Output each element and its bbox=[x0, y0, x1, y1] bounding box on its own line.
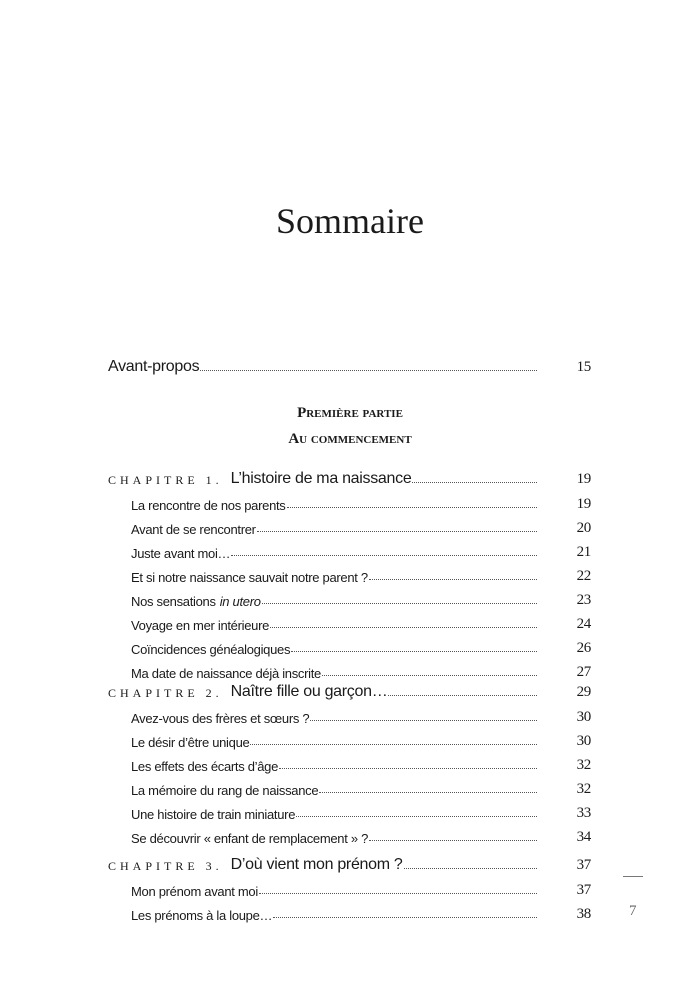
toc-section[interactable] bbox=[131, 704, 591, 726]
section-label: Une histoire de train miniature bbox=[131, 806, 296, 822]
chapter-title: L’histoire de ma naissance bbox=[230, 470, 412, 487]
section-label: Avez-vous des frères et sœurs ? bbox=[131, 710, 310, 726]
dot-leader bbox=[388, 694, 537, 696]
toc-section[interactable] bbox=[131, 877, 591, 899]
dot-leader bbox=[322, 674, 537, 676]
dot-leader bbox=[259, 892, 537, 894]
chapter-title: D’où vient mon prénom ? bbox=[230, 856, 403, 873]
entry-page: 38 bbox=[576, 905, 591, 922]
dot-leader bbox=[231, 554, 537, 556]
toc-section[interactable] bbox=[131, 659, 591, 681]
entry-page: 29 bbox=[576, 684, 591, 700]
entry-page: 24 bbox=[576, 615, 591, 632]
dot-leader bbox=[319, 791, 537, 793]
section-label-italic: in utero bbox=[219, 593, 261, 609]
dot-leader bbox=[369, 839, 537, 841]
entry-page: 34 bbox=[576, 828, 591, 845]
entry-page: 21 bbox=[576, 543, 591, 560]
dot-leader bbox=[404, 867, 537, 869]
section-label: Juste avant moi… bbox=[131, 545, 231, 561]
toc-section[interactable] bbox=[131, 515, 591, 537]
folio-rule bbox=[623, 876, 643, 877]
dot-leader bbox=[369, 578, 537, 580]
part-number: Première partie bbox=[297, 405, 403, 421]
dot-leader bbox=[310, 719, 537, 721]
entry-page: 23 bbox=[576, 591, 591, 608]
dot-leader bbox=[296, 815, 537, 817]
toc-section[interactable] bbox=[131, 824, 591, 846]
section-label: Les effets des écarts d’âge bbox=[131, 758, 279, 774]
toc-section[interactable] bbox=[131, 491, 591, 513]
section-label: Se découvrir « enfant de remplacement » ? bbox=[131, 830, 369, 846]
toc-chapter[interactable] bbox=[108, 852, 591, 874]
chapter-prefix: CHAPITRE 2. bbox=[108, 686, 223, 700]
section-label: Ma date de naissance déjà inscrite bbox=[131, 665, 321, 681]
entry-page: 37 bbox=[576, 881, 591, 898]
entry-page: 20 bbox=[576, 519, 591, 536]
chapter-title: Naître fille ou garçon… bbox=[230, 683, 388, 700]
entry-page: 19 bbox=[576, 471, 591, 487]
section-label: Et si notre naissance sauvait notre parent ? bbox=[131, 569, 368, 585]
section-label: La rencontre de nos parents bbox=[131, 497, 286, 513]
dot-leader bbox=[200, 369, 537, 371]
section-label: Coïncidences généalogiques bbox=[131, 641, 291, 657]
dot-leader bbox=[257, 530, 537, 532]
toc-section[interactable] bbox=[131, 776, 591, 798]
section-label: Les prénoms à la loupe… bbox=[131, 907, 273, 923]
toc-section[interactable] bbox=[131, 752, 591, 774]
entry-page: 32 bbox=[576, 756, 591, 773]
toc-section[interactable] bbox=[131, 587, 591, 609]
chapter-prefix: CHAPITRE 3. bbox=[108, 859, 223, 873]
toc-section[interactable] bbox=[131, 800, 591, 822]
entry-page: 27 bbox=[576, 663, 591, 680]
toc-section[interactable] bbox=[131, 901, 591, 923]
section-label: Voyage en mer intérieure bbox=[131, 617, 270, 633]
entry-page: 15 bbox=[576, 359, 591, 375]
dot-leader bbox=[270, 626, 537, 628]
entry-page: 32 bbox=[576, 780, 591, 797]
entry-page: 30 bbox=[576, 708, 591, 725]
section-label: La mémoire du rang de naissance bbox=[131, 782, 319, 798]
toc-section[interactable] bbox=[131, 611, 591, 633]
dot-leader bbox=[287, 506, 537, 508]
dot-leader bbox=[250, 743, 537, 745]
page-number: 7 bbox=[629, 903, 637, 919]
section-label: Mon prénom avant moi bbox=[131, 883, 258, 899]
entry-label: Avant-propos bbox=[108, 358, 200, 375]
toc-section[interactable] bbox=[131, 539, 591, 561]
chapter-prefix: CHAPITRE 1. bbox=[108, 473, 223, 487]
entry-page: 26 bbox=[576, 639, 591, 656]
section-label: Avant de se rencontrer bbox=[131, 521, 256, 537]
part-name: Au commencement bbox=[288, 431, 412, 447]
entry-page: 22 bbox=[576, 567, 591, 584]
entry-page: 37 bbox=[576, 857, 591, 873]
dot-leader bbox=[273, 916, 537, 918]
dot-leader bbox=[412, 481, 537, 483]
dot-leader bbox=[262, 602, 537, 604]
section-label: Le désir d’être unique bbox=[131, 734, 250, 750]
toc-chapter[interactable] bbox=[108, 466, 591, 488]
dot-leader bbox=[279, 767, 537, 769]
toc-entry-avant-propos[interactable] bbox=[108, 354, 591, 376]
toc-chapter[interactable] bbox=[108, 679, 591, 701]
entry-page: 19 bbox=[576, 495, 591, 512]
section-label: Nos sensations bbox=[131, 593, 216, 609]
toc-section[interactable] bbox=[131, 563, 591, 585]
entry-page: 33 bbox=[576, 804, 591, 821]
page-title: Sommaire bbox=[276, 201, 424, 241]
dot-leader bbox=[291, 650, 537, 652]
toc-section[interactable] bbox=[131, 635, 591, 657]
entry-page: 30 bbox=[576, 732, 591, 749]
toc-section[interactable] bbox=[131, 728, 591, 750]
